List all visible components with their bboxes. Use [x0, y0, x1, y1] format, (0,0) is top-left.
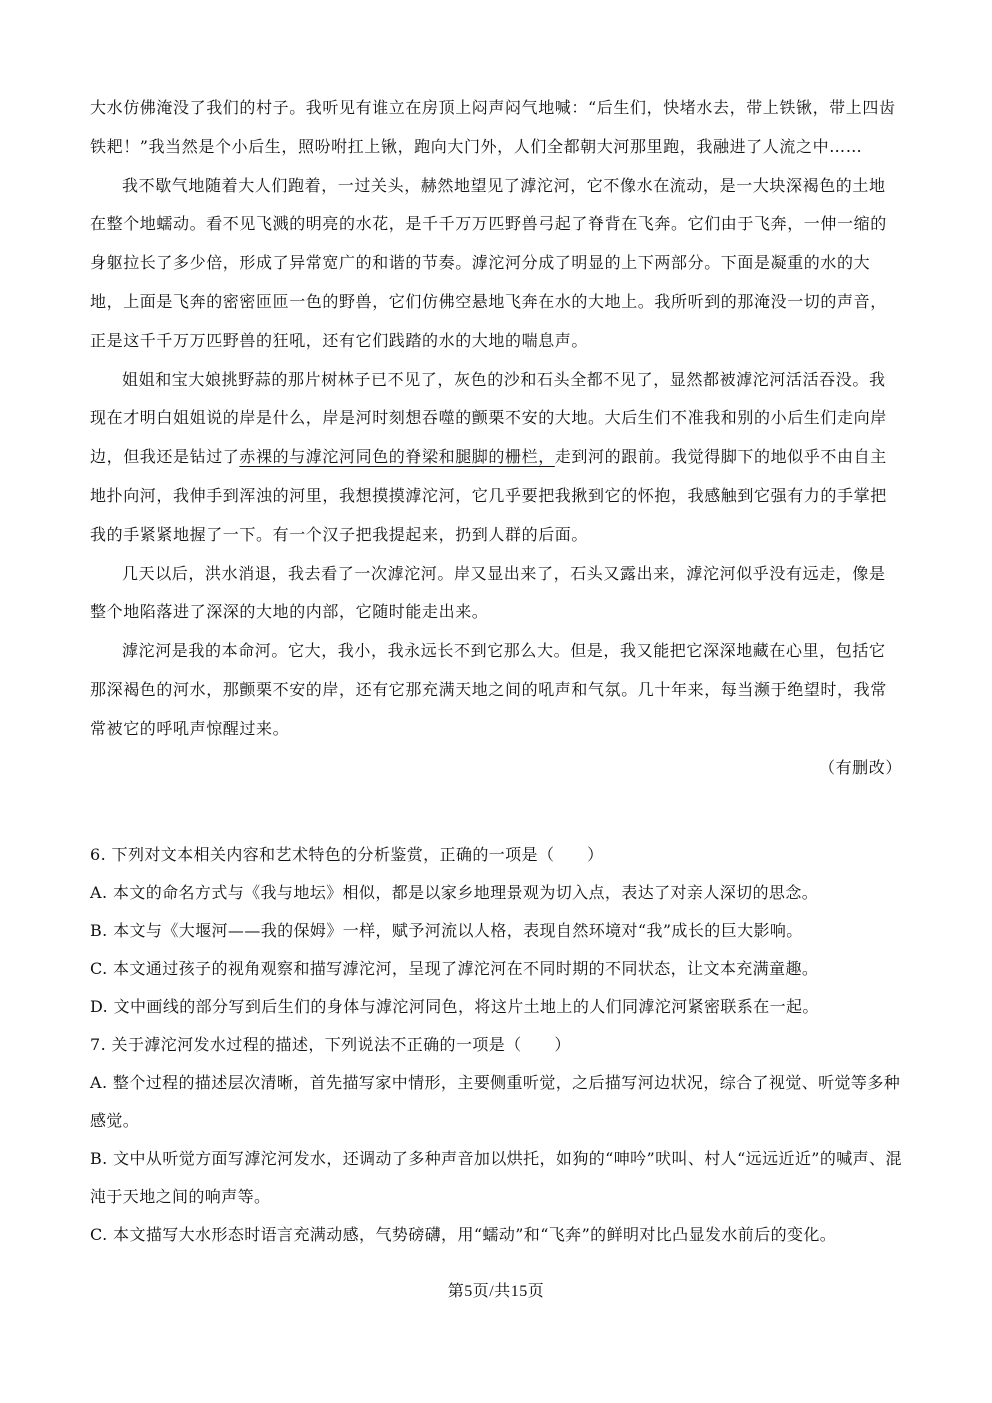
question-6-option-a: A. 本文的命名方式与《我与地坛》相似，都是以家乡地理景观为切入点，表达了对亲人深切的思念。 — [90, 883, 819, 902]
reading-passage — [90, 89, 902, 787]
question-7-option-b: B. 文中从听觉方面写滹沱河发水，还调动了多种声音加以烘托，如狗的“呻吟”吠叫、村人“远远近近”的喊声、混沌于天地之间的响声等。 — [90, 1149, 902, 1206]
underlined-phrase: 赤裸的与滹沱河同色的脊梁和腿脚的栅栏， — [239, 447, 555, 467]
question-6 — [90, 836, 902, 1026]
question-7-option-c: C. 本文描写大水形态时语言充满动感，气势磅礴，用“蠕动”和“飞奔”的鲜明对比凸显发水前后的变化。 — [90, 1225, 837, 1244]
passage-paragraph-5: 滹沱河是我的本命河。它大，我小，我永远长不到它那么大。但是，我又能把它深深地藏在心里，包括它那深褐色的河水，那颤栗不安的岸，还有它那充满天地之间的吼声和气氛。几十年来，每当濒于绝望时，我常常被它的呼吼声惊醒过来。 — [90, 641, 887, 738]
question-7 — [90, 1026, 902, 1254]
passage-paragraph-1: 大水仿佛淹没了我们的村子。我听见有谁立在房顶上闷声闷气地喊：“后生们，快堵水去，带上铁锹，带上四齿铁耙！”我当然是个小后生，照吩咐扛上锹，跑向大门外，人们全都朝大河那里跑，我融进了人流之中…… — [90, 98, 896, 156]
question-6-option-d: D. 文中画线的部分写到后生们的身体与滹沱河同色，将这片土地上的人们同滹沱河紧密联系在一起。 — [90, 997, 819, 1016]
question-6-option-b: B. 本文与《大堰河——我的保姆》一样，赋予河流以人格，表现自然环境对“我”成长的巨大影响。 — [90, 921, 803, 940]
passage-paragraph-3-text-start: 姐姐和宝大娘挑野蒜的那片树林子已不见了，灰色的沙和石头全都不见了，显然都被滹沱河活活吞没。我现在才明白姐姐说的岸是什么，岸是河时刻想吞噬的颤栗不安的大地。大后生们不准我和别的小后生们走向岸边，但我还是钻过了 — [90, 369, 887, 467]
passage-paragraph-3 — [90, 361, 902, 555]
question-7-stem: 7. 关于滹沱河发水过程的描述，下列说法不正确的一项是（ ） — [90, 1035, 571, 1054]
question-6-option-c: C. 本文通过孩子的视角观察和描写滹沱河，呈现了滹沱河在不同时期的不同状态，让文本充满童趣。 — [90, 959, 819, 978]
abridged-note: （有删改） — [818, 757, 902, 777]
question-7-option-a: A. 整个过程的描述层次清晰，首先描写家中情形，主要侧重听觉，之后描写河边状况，综合了视觉、听觉等多种感觉。 — [90, 1073, 901, 1130]
question-6-stem: 6. 下列对文本相关内容和艺术特色的分析鉴赏，正确的一项是（ ） — [90, 845, 604, 864]
passage-paragraph-4: 几天以后，洪水消退，我去看了一次滹沱河。岸又显出来了，石头又露出来，滹沱河似乎没有远走，像是整个地陷落进了深深的大地的内部，它随时能走出来。 — [90, 563, 886, 622]
page-number-footer: 第5页/共15页 — [447, 1283, 545, 1300]
passage-paragraph-2: 我不歇气地随着大人们跑着，一过关头，赫然地望见了滹沱河，它不像水在流动，是一大块深褐色的土地在整个地蠕动。看不见飞溅的明亮的水花，是千千万万匹野兽弓起了脊背在飞奔。它们由于飞奔，一伸一缩的身躯拉长了多少倍，形成了异常宽广的和谐的节奏。滹沱河分成了明显的上下两部分。下面是凝重的水的大地，上面是飞奔的密密匝匝一色的野兽，它们仿佛空悬地飞奔在水的大地上。我所听到的那淹没一切的声音，正是这千千万万匹野兽的狂吼，还有它们践踏的水的大地的喘息声。 — [90, 175, 887, 350]
passage-paragraph-3-text-end: 走到河的跟前。我觉得脚下的地似乎不由自主地扑向河，我伸手到浑浊的河里，我想摸摸滹沱河，它几乎要把我揪到它的怀抱，我感触到它强有力的手掌把我的手紧紧地握了一下。有一个汉子把我提起来，扔到人群的后面。 — [90, 447, 887, 544]
